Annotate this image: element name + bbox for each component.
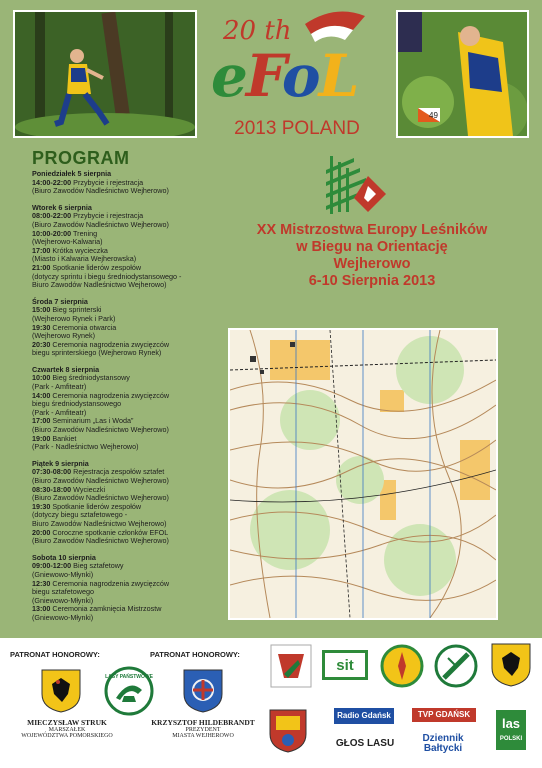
event-time: 17:00: [32, 245, 51, 255]
las-text: las: [501, 716, 521, 731]
event-time: 19:00: [32, 433, 51, 443]
event-description: Ceremonia zamknięcia Mistrzostw: [52, 604, 162, 614]
schedule-day-title: Czwartek 8 sierpnia: [32, 364, 100, 374]
sit-logo: [322, 650, 368, 680]
schedule-day-title: Środa 7 sierpnia: [32, 296, 88, 306]
event-detail: Biuro Zawodów Nadleśnictwo Wejherowo): [32, 280, 167, 290]
event-time: 20:00: [32, 527, 51, 537]
schedule-day: [32, 204, 232, 290]
patron-role: MARSZAŁEK: [48, 727, 86, 733]
schedule-event: [32, 580, 232, 606]
patron-role: PREZYDENT: [185, 727, 221, 733]
event-description: Ceremonia nagrodzenia zwycięzców: [52, 390, 170, 400]
event-detail: (Park - Amfiteatr): [32, 407, 87, 417]
runner-photo: [13, 10, 197, 138]
event-detail: (Wejherowo Rynek): [32, 331, 95, 341]
event-detail: (Biuro Zawodów Nadleśnictwo Wejherowo): [32, 476, 169, 485]
championship-line: XX Mistrzostwa Europy Leśników: [256, 222, 488, 238]
championship-line: w Biegu na Orientację: [296, 239, 448, 255]
baltycki-text: Bałtycki: [423, 743, 463, 754]
event-time: 19:30: [32, 501, 51, 511]
event-time: 12:30: [32, 578, 51, 588]
schedule-event: [32, 212, 232, 229]
event-description: Coroczne spotkanie członków EFOL: [52, 527, 169, 537]
event-description: Ceremonia otwarcia: [52, 322, 117, 332]
event-time: 13:00: [32, 604, 51, 614]
event-description: Spotkanie liderów zespołów: [52, 501, 142, 511]
event-detail: (Biuro Zawodów Nadleśnictwo Wejherowo): [32, 493, 169, 503]
polski-text: POLSKI: [499, 736, 523, 742]
schedule-event: [32, 324, 232, 341]
efol-letter: o: [281, 42, 319, 110]
schedule-event: [32, 374, 232, 391]
patron-person-hildebrandt: [138, 718, 268, 739]
event-time: 08:30-18:00: [32, 484, 72, 494]
schedule-event: [32, 179, 232, 196]
patron-label-left: PATRONAT HONOROWY:: [10, 650, 100, 659]
event-description: Ceremonia nagrodzenia zwycięzców: [52, 578, 170, 588]
event-detail: biegu średniodystansowego: [32, 399, 122, 409]
forester-fir-logo-icon: [324, 152, 404, 218]
sports-club-logo-icon: [270, 644, 312, 688]
championship-title: [222, 222, 522, 290]
dziennik-text: Dziennik: [422, 733, 464, 744]
event-time: 21:00: [32, 262, 51, 272]
tvp-gdansk-logo: [412, 708, 476, 722]
event-detail: Biuro Zawodów Nadleśnictwo Wejherowo): [32, 518, 167, 528]
schedule-event: [32, 306, 232, 323]
event-description: Przybycie i rejestracja: [73, 177, 144, 187]
schedule-event: [32, 529, 232, 546]
year-country: 2013 POLAND: [234, 118, 360, 139]
orienteering-map-illustration: [230, 330, 496, 618]
patron-name: KRZYSZTOF HILDEBRANDT: [151, 718, 255, 727]
event-detail: (Biuro Zawodów Nadleśnictwo Wejherowo): [32, 425, 169, 435]
las-polski-logo: [496, 710, 526, 750]
event-description: Krótka wycieczka: [52, 245, 108, 255]
municipal-crest-icon: [268, 708, 308, 754]
event-detail: (Biuro Zawodów Nadleśnictwo Wejherowo): [32, 186, 169, 196]
event-time: 17:00: [32, 416, 51, 426]
event-detail: (Gniewowo-Młynki): [32, 569, 94, 579]
orienteer-photo-illustration: [398, 12, 527, 136]
orienteering-map: [228, 328, 498, 620]
schedule-day-title: Poniedziałek 5 sierpnia: [32, 169, 112, 178]
event-time: 10:00: [32, 373, 51, 383]
lasy-panstwowe-logo-icon: [104, 666, 154, 716]
schedule-event: [32, 247, 232, 264]
event-description: Bankiet: [52, 433, 77, 443]
schedule-event: [32, 264, 232, 290]
schedule-event: [32, 392, 232, 418]
event-time: 07:30-08:00: [32, 467, 72, 477]
event-detail: biegu sprinterskiego (Wejherowo Rynek): [32, 348, 162, 358]
runner-photo-illustration: [15, 12, 195, 136]
event-time: 08:00-22:00: [32, 211, 72, 221]
event-detail: (Biuro Zawodów Nadleśnictwo Wejherowo): [32, 219, 169, 229]
event-description: Bieg sztafetowy: [73, 561, 124, 571]
event-description: Ceremonia nagrodzenia zwycięzców: [52, 339, 170, 349]
schedule-day: [32, 366, 232, 452]
pomorskie-small-crest-icon: [490, 642, 532, 688]
schedule-event: [32, 341, 232, 358]
event-description: Spotkanie liderów zespołów: [52, 262, 142, 272]
schedule-event: [32, 562, 232, 579]
event-description: Bieg sprinterski: [52, 305, 102, 315]
sponsors-strip: [0, 638, 542, 768]
orienteer-photo: [396, 10, 529, 138]
patron-role: WOJEWÓDZTWA POMORSKIEGO: [21, 733, 113, 739]
patron-role: MIASTA WEJHEROWO: [172, 733, 234, 739]
schedule-day: [32, 170, 232, 196]
event-description: Przybycie i rejestracja: [73, 211, 144, 221]
patron-person-struk: [8, 718, 126, 739]
event-detail: (dotyczy sprintu i biegu średniodystansowego -: [32, 271, 182, 281]
schedule-day: [32, 460, 232, 546]
lasy-panstwowe-badge-text: LASY PAŃSTWOWE: [105, 674, 153, 680]
compass-sponsor-logo-icon: [380, 644, 424, 688]
radio-gdansk-logo: [334, 708, 394, 724]
schedule-day-title: Piątek 9 sierpnia: [32, 458, 89, 468]
tvp-gdansk-text: TVP GDAŃSK: [417, 710, 471, 719]
schedule-day: [32, 554, 232, 623]
event-description: Trening: [73, 228, 98, 238]
event-detail: (Wejherowo-Kalwaria): [32, 237, 103, 247]
schedule-event: [32, 486, 232, 503]
radio-gdansk-text: Radio Gdańsk: [337, 711, 391, 720]
event-time: 15:00: [32, 305, 51, 315]
event-detail: (Gniewowo-Młynki): [32, 612, 94, 622]
event-detail: (Park - Nadleśnictwo Wejherowo): [32, 442, 139, 452]
schedule-event: [32, 468, 232, 485]
event-detail: (Park - Amfiteatr): [32, 382, 87, 392]
program-title: PROGRAM: [32, 148, 130, 168]
event-detail: (Biuro Zawodów Nadleśnictwo Wejherowo): [32, 536, 169, 546]
event-detail: (Miasto i Kalwaria Wejherowska): [32, 254, 137, 264]
event-time: 20:30: [32, 339, 51, 349]
championship-line: Wejherowo: [333, 256, 411, 272]
event-detail: (Wejherowo Rynek i Park): [32, 313, 116, 323]
schedule-event: [32, 417, 232, 434]
patron-label-right: PATRONAT HONOROWY:: [150, 650, 240, 659]
wejherowo-coat-of-arms-icon: [182, 668, 224, 714]
event-time: 10:00-20:00: [32, 228, 72, 238]
edition-label: 20 th: [223, 16, 292, 46]
event-description: Rejestracja zespołów sztafet: [73, 467, 165, 477]
pomorskie-coat-of-arms-icon: [40, 668, 82, 714]
forest-circle-logo-icon: [434, 644, 478, 688]
event-description: Bieg średniodystansowy: [52, 373, 130, 383]
program-schedule: [32, 170, 232, 631]
event-detail: (dotyczy biegu sztafetowego -: [32, 510, 128, 520]
efol-wordmark: [211, 42, 357, 110]
event-time: 14:00-22:00: [32, 177, 72, 187]
dziennik-baltycki-logo: [410, 734, 476, 754]
championship-dates: 6-10 Sierpnia 2013: [308, 273, 436, 289]
efol-letter: L: [318, 42, 358, 110]
patron-name: MIECZYSŁAW STRUK: [27, 718, 107, 727]
control-number: 49: [429, 111, 438, 120]
schedule-day-title: Sobota 10 sierpnia: [32, 552, 96, 562]
schedule-event: [32, 503, 232, 529]
glos-lasu-logo-text: GŁOS LASU: [335, 738, 395, 749]
schedule-day: [32, 298, 232, 358]
event-description: Seminarium „Las i Woda”: [52, 416, 134, 426]
efol-logo: [205, 6, 389, 146]
event-time: 19:30: [32, 322, 51, 332]
schedule-event: [32, 230, 232, 247]
event-time: 09:00-12:00: [32, 561, 72, 571]
event-detail: (Gniewowo-Młynki): [32, 595, 94, 605]
schedule-event: [32, 605, 232, 622]
schedule-day-title: Wtorek 6 sierpnia: [32, 202, 92, 212]
efol-letter: e: [211, 42, 246, 110]
efol-letter: F: [245, 42, 282, 110]
event-description: Wycieczki: [73, 484, 106, 494]
event-detail: biegu sztafetowego: [32, 587, 94, 597]
event-time: 14:00: [32, 390, 51, 400]
sit-logo-text: sit: [336, 657, 354, 674]
schedule-event: [32, 435, 232, 452]
